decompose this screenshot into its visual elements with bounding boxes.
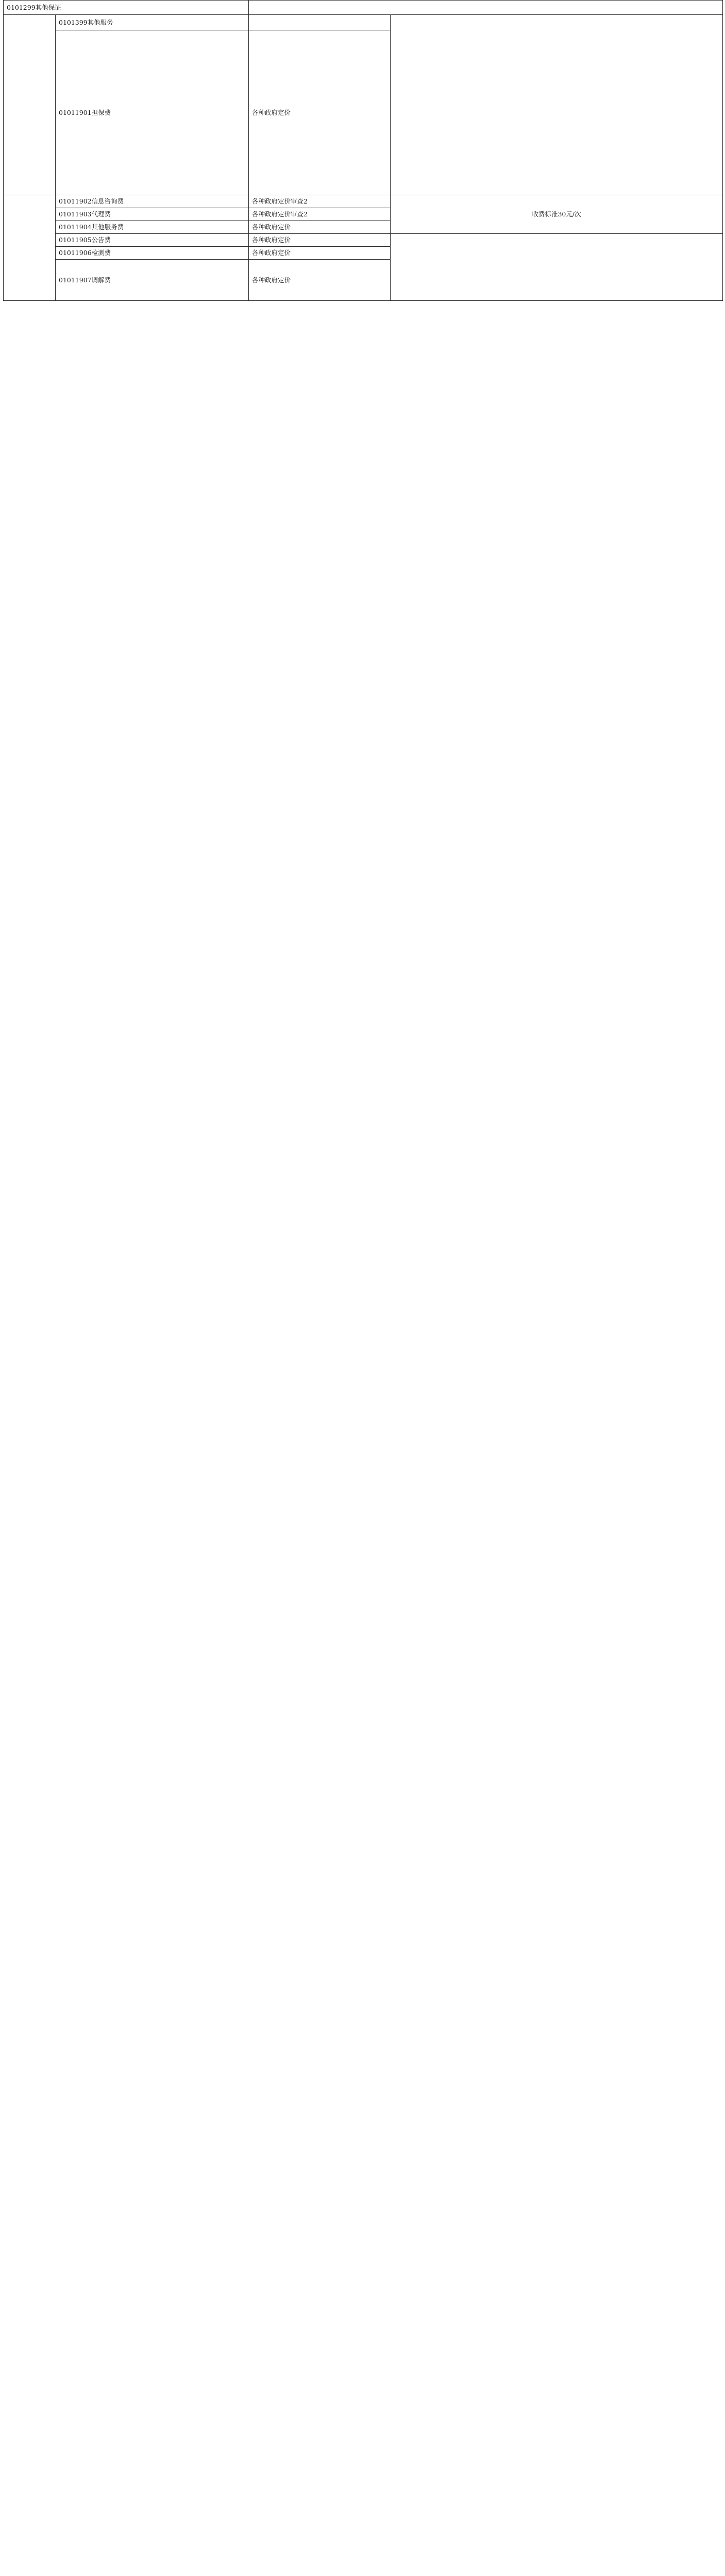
category-cell bbox=[391, 234, 723, 301]
item-code-cell: 01011903代理费 bbox=[56, 208, 249, 221]
pricing-method-cell: 各种政府定价审查2 bbox=[249, 195, 391, 208]
item-code-cell: 0101299其他保证 bbox=[4, 1, 249, 15]
category-cell bbox=[249, 1, 723, 15]
item-code-cell: 01011906检测费 bbox=[56, 247, 249, 260]
category-cell bbox=[249, 15, 391, 30]
item-code-cell: 0101399其他服务 bbox=[56, 15, 249, 30]
item-code-cell: 01011907调解费 bbox=[56, 260, 249, 301]
fee-table-body bbox=[4, 1, 723, 301]
fee-standard-cell: 收费标准30元/次 bbox=[391, 195, 723, 234]
pricing-method-cell: 各种政府定价 bbox=[249, 234, 391, 247]
item-code-cell: 01011902信息咨询费 bbox=[56, 195, 249, 208]
pricing-method-cell: 各种政府定价 bbox=[249, 30, 391, 195]
fee-standard-table bbox=[3, 0, 723, 301]
category-cell bbox=[4, 195, 56, 301]
item-code-cell: 01011904其他服务费 bbox=[56, 221, 249, 234]
item-code-cell: 01011901担保费 bbox=[56, 30, 249, 195]
table-row bbox=[4, 1, 723, 15]
pricing-method-cell: 各种政府定价 bbox=[249, 260, 391, 301]
pricing-method-cell: 各种政府定价 bbox=[249, 221, 391, 234]
category-cell bbox=[4, 15, 56, 195]
table-row bbox=[4, 195, 723, 208]
table-row bbox=[4, 15, 723, 30]
item-code-cell: 01011905公告费 bbox=[56, 234, 249, 247]
pricing-method-cell: 各种政府定价 bbox=[249, 247, 391, 260]
category-cell bbox=[391, 15, 723, 195]
table-row bbox=[4, 234, 723, 247]
pricing-method-cell: 各种政府定价审查2 bbox=[249, 208, 391, 221]
